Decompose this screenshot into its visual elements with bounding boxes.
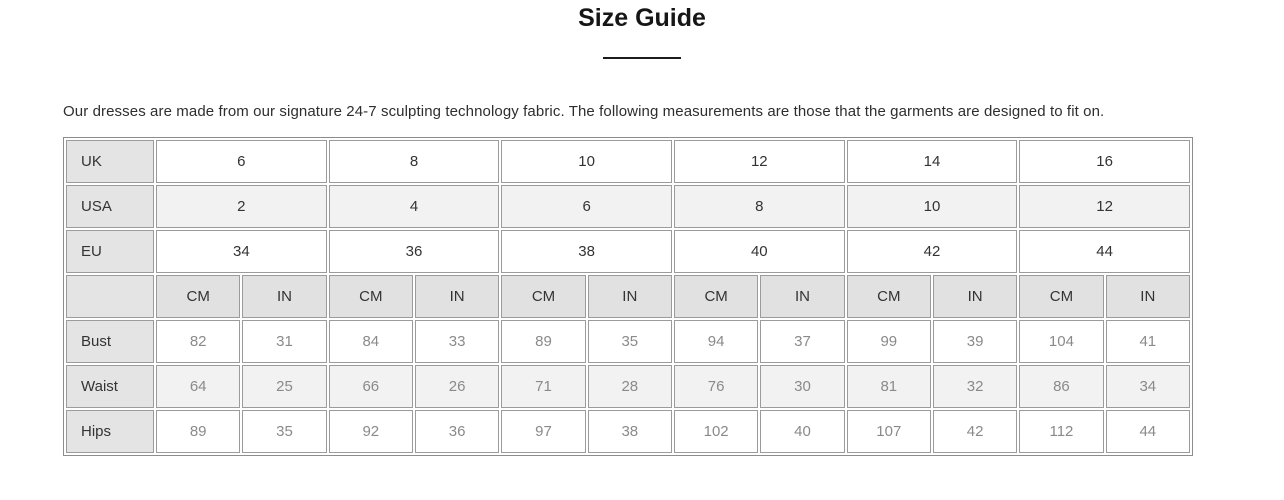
measurement-cell: 28 (588, 365, 672, 408)
measurement-cell: 34 (1106, 365, 1190, 408)
table-row-usa (66, 185, 1190, 228)
size-cell: 34 (156, 230, 327, 273)
size-cell: 40 (674, 230, 845, 273)
size-guide-table (63, 137, 1193, 456)
size-cell: 14 (847, 140, 1018, 183)
unit-cell: IN (760, 275, 844, 318)
unit-cell: CM (674, 275, 758, 318)
table-row-bust (66, 320, 1190, 363)
table-row-units (66, 275, 1190, 318)
measurement-cell: 71 (501, 365, 585, 408)
table-row-eu (66, 230, 1190, 273)
intro-text: Our dresses are made from our signature 24-7 sculpting technology fabric. The following measurements are those that the garments are designed to fit on. (63, 103, 1105, 120)
size-cell: 10 (847, 185, 1018, 228)
measurement-cell: 38 (588, 410, 672, 453)
size-cell: 4 (329, 185, 500, 228)
measurement-cell: 99 (847, 320, 931, 363)
measurement-cell: 33 (415, 320, 499, 363)
measurement-cell: 107 (847, 410, 931, 453)
row-label-usa: USA (66, 185, 154, 228)
unit-cell: IN (1106, 275, 1190, 318)
measurement-cell: 76 (674, 365, 758, 408)
measurement-cell: 35 (242, 410, 326, 453)
measurement-cell: 89 (156, 410, 240, 453)
measurement-cell: 25 (242, 365, 326, 408)
unit-cell: CM (329, 275, 413, 318)
measurement-cell: 97 (501, 410, 585, 453)
unit-cell: CM (1019, 275, 1103, 318)
measurement-cell: 92 (329, 410, 413, 453)
unit-cell: CM (501, 275, 585, 318)
measurement-cell: 40 (760, 410, 844, 453)
page-title: Size Guide (578, 4, 706, 32)
size-cell: 12 (674, 140, 845, 183)
size-cell: 10 (501, 140, 672, 183)
measurement-cell: 39 (933, 320, 1017, 363)
row-label-hips: Hips (66, 410, 154, 453)
size-cell: 42 (847, 230, 1018, 273)
size-cell: 16 (1019, 140, 1190, 183)
row-label-eu: EU (66, 230, 154, 273)
measurement-cell: 26 (415, 365, 499, 408)
size-cell: 6 (501, 185, 672, 228)
size-cell: 12 (1019, 185, 1190, 228)
measurement-cell: 32 (933, 365, 1017, 408)
measurement-cell: 44 (1106, 410, 1190, 453)
table-row-hips (66, 410, 1190, 453)
size-cell: 36 (329, 230, 500, 273)
measurement-cell: 82 (156, 320, 240, 363)
unit-cell: IN (415, 275, 499, 318)
size-cell: 8 (674, 185, 845, 228)
size-cell: 6 (156, 140, 327, 183)
measurement-cell: 37 (760, 320, 844, 363)
measurement-cell: 112 (1019, 410, 1103, 453)
row-label-empty (66, 275, 154, 318)
measurement-cell: 30 (760, 365, 844, 408)
row-label-waist: Waist (66, 365, 154, 408)
measurement-cell: 35 (588, 320, 672, 363)
unit-cell: CM (156, 275, 240, 318)
table-row-uk (66, 140, 1190, 183)
measurement-cell: 94 (674, 320, 758, 363)
measurement-cell: 86 (1019, 365, 1103, 408)
title-divider (603, 57, 681, 59)
size-cell: 38 (501, 230, 672, 273)
unit-cell: IN (242, 275, 326, 318)
size-cell: 2 (156, 185, 327, 228)
measurement-cell: 64 (156, 365, 240, 408)
row-label-bust: Bust (66, 320, 154, 363)
unit-cell: CM (847, 275, 931, 318)
table-row-waist (66, 365, 1190, 408)
measurement-cell: 102 (674, 410, 758, 453)
measurement-cell: 36 (415, 410, 499, 453)
unit-cell: IN (588, 275, 672, 318)
measurement-cell: 66 (329, 365, 413, 408)
unit-cell: IN (933, 275, 1017, 318)
measurement-cell: 42 (933, 410, 1017, 453)
measurement-cell: 31 (242, 320, 326, 363)
size-cell: 44 (1019, 230, 1190, 273)
measurement-cell: 41 (1106, 320, 1190, 363)
row-label-uk: UK (66, 140, 154, 183)
measurement-cell: 84 (329, 320, 413, 363)
measurement-cell: 104 (1019, 320, 1103, 363)
measurement-cell: 81 (847, 365, 931, 408)
measurement-cell: 89 (501, 320, 585, 363)
size-cell: 8 (329, 140, 500, 183)
